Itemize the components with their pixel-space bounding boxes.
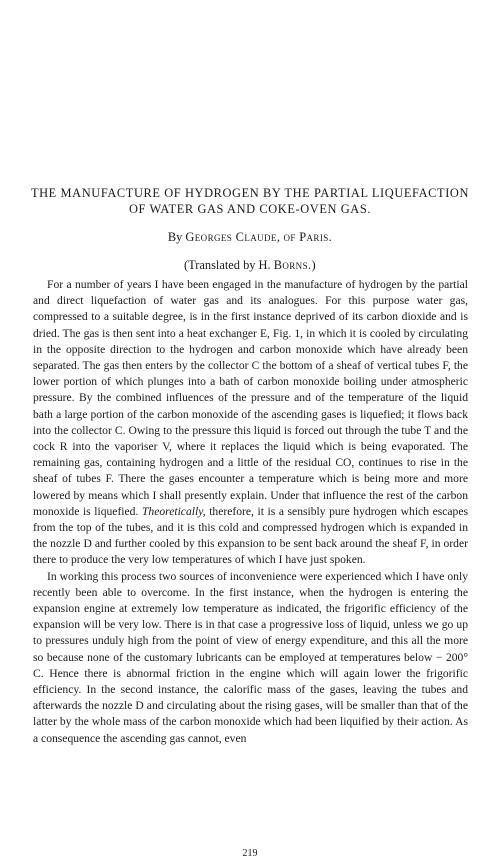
article-body: [33, 277, 468, 747]
paragraph-1-text-a: For a number of years I have been engaged in the manufacture of hydrogen by the partial and direct liquefaction of water gas and its analogues. For this purpose water gas, compressed to a suitable degree, is in the first instance deprived of its carbon dioxide and is dried. The gas is then sent into a heat exchanger E, Fig. 1, in which it is cooled by circulating in the opposite direction to the hydrogen and carbon monoxide which have already been separated. The gas then enters by the collector C the bottom of a sheaf of vertical tubes F, the lower portion of which plunges into a bath of carbon monoxide boiling under atmospheric pressure. By the combined influences of the pressure and of the temperature of the liquid bath a large portion of the carbon monoxide of the ascending gases is liquefied; it flows back into the collector C. Owing to the pressure this liquid is forced out through the tube T and the cock R into the vaporiser V, where it replaces the liquid which is being evaporated. The remaining gas, containing hydrogen and a little of the residual CO, continues to rise in the sheaf of tubes F. There the gases encounter a temperature which is being more and more lowered by means which I shall presently explain. Under that influence the rest of the carbon monoxide is liquefied.: [33, 278, 468, 518]
article-title: THE MANUFACTURE OF HYDROGEN BY THE PARTIAL LIQUEFACTION OF WATER GAS AND COKE-OVEN GAS.: [30, 186, 470, 216]
author-prefix: By: [167, 230, 183, 244]
blank-top-area: [32, 0, 468, 178]
author-affiliation: of Paris.: [283, 230, 333, 244]
paragraph-2: In working this process two sources of inconvenience were experienced which I have only recently been able to overcome. In the first instance, when the hydrogen is entering the expansion engine at extremely low temperature as indicated, the frigorific efficiency of the expansion will be very low. There is in that case a progressive loss of liquid, unless we go up to pressures unduly high from the point of view of energy expenditure, and this all the more so because none of the customary lubricants can be employed at temperatures below − 200° C. Hence there is abnormal friction in the engine which will again lower the frigorific efficiency. In the second instance, the calorific mass of the gases, leaving the tubes and afterwards the nozzle D and circulating about the rising gases, will be smaller than that of the latter by the whole mass of the carbon monoxide which had been liquified by their action. As a consequence the ascending gas cannot, even: [33, 569, 468, 745]
author-line: [22, 229, 478, 245]
translator-line: [22, 257, 478, 273]
translator-prefix: (Translated by H.: [183, 258, 271, 272]
article-header: [22, 185, 478, 273]
intro-text: [32, 0, 468, 178]
paragraph-1-text-b: therefore, it is a sensibly pure hydrogen which escapes from the top of the tubes, and it is this cold and compressed hydrogen which is expanded in the nozzle D and further cooled by this expansion to be sent back around the sheaf F, in order there to produce the very low temperatures of which I have just spoken.: [33, 504, 468, 567]
author-name: Georges Claude,: [185, 230, 281, 244]
paragraph-1: [33, 277, 468, 569]
paragraph-1-emphasis: Theoretically,: [141, 504, 206, 518]
translator-name: Borns.): [273, 258, 317, 272]
page-number: 219: [242, 848, 258, 859]
